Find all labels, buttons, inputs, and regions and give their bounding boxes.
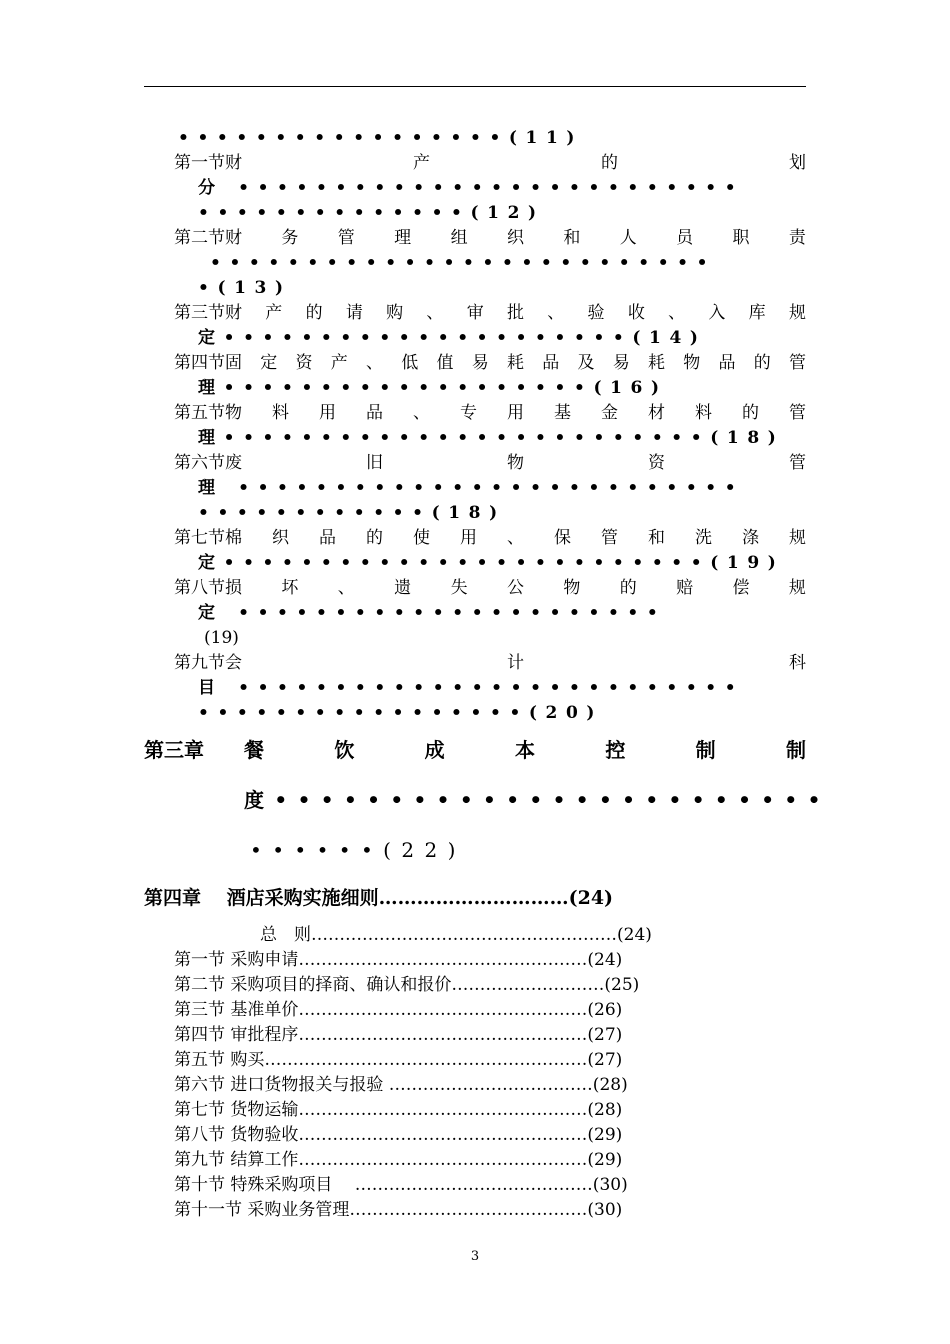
toc-section-2[interactable] [174, 226, 806, 250]
toc-word: 饮 [334, 738, 355, 762]
toc-word: 人 [619, 228, 637, 248]
toc-word: 收 [627, 303, 645, 323]
toc-item[interactable]: 第四节 审批程序……………………………………………(27) [174, 1025, 623, 1045]
toc-word: 的 [305, 303, 323, 323]
toc-item[interactable]: 第九节 结算工作……………………………………………(29) [174, 1150, 623, 1170]
toc-word: 和 [648, 528, 665, 548]
page-number: 3 [470, 1249, 480, 1264]
toc-word: 、 [426, 303, 444, 323]
toc-word: 管 [789, 403, 806, 423]
toc-word: 产 [265, 303, 283, 323]
toc-word: 物 [563, 578, 581, 598]
toc-word: 入 [708, 303, 726, 323]
toc-word: 划 [789, 153, 806, 173]
toc-word: 专 [460, 403, 477, 423]
toc-line: 分 •••••••••••••••••••••••••• [198, 178, 745, 198]
toc-line: 目 •••••••••••••••••••••••••• [198, 678, 745, 698]
toc-word: 购 [386, 303, 404, 323]
toc-word: 及 [577, 353, 595, 373]
toc-word: 易 [612, 353, 630, 373]
toc-word: 产 [413, 153, 430, 173]
toc-section-6[interactable] [174, 451, 806, 475]
toc-word: 物 [683, 353, 701, 373]
toc-word: 产 [330, 353, 348, 373]
toc-word: 第五节物 [174, 403, 242, 423]
toc-word: 和 [563, 228, 581, 248]
chapter-3-label[interactable]: 第三章 [144, 738, 204, 762]
toc-section-3[interactable] [174, 301, 806, 325]
toc-line: •(13) [198, 278, 292, 298]
toc-item[interactable]: 第一节 采购申请……………………………………………(24) [174, 950, 623, 970]
toc-word: 责 [788, 228, 806, 248]
toc-section-7[interactable] [174, 526, 806, 550]
toc-word: 科 [789, 653, 806, 673]
toc-line: •••••••••••••••••••••••••• [210, 253, 717, 273]
toc-line: •••••••••••••••••(11) [178, 128, 584, 148]
chapter-3-dots: 度•••••••••••••••••••••••• [244, 788, 831, 812]
toc-word: 的 [601, 153, 618, 173]
toc-word: 赔 [676, 578, 694, 598]
toc-word: 管 [337, 228, 355, 248]
toc-word: 料 [272, 403, 289, 423]
toc-section-5[interactable] [174, 401, 806, 425]
toc-word: 成 [424, 738, 445, 762]
toc-item[interactable]: 总 则………………………………………………(24) [260, 925, 652, 945]
toc-word: 第三节财 [174, 303, 242, 323]
toc-word: 资 [295, 353, 313, 373]
toc-line: 定•••••••••••••••••••••••••(19) [198, 553, 785, 573]
toc-line: 理•••••••••••••••••••(16) [198, 378, 668, 398]
toc-word: 计 [507, 653, 524, 673]
toc-word: 请 [345, 303, 363, 323]
toc-word: 务 [281, 228, 299, 248]
toc-word: 第九节会 [174, 653, 242, 673]
toc-word: 管 [789, 453, 806, 473]
toc-word: 管 [601, 528, 618, 548]
toc-word: 坏 [281, 578, 299, 598]
toc-item[interactable]: 第六节 进口货物报关与报验 ………………………………(28) [174, 1075, 628, 1095]
toc-word: 、 [413, 403, 430, 423]
toc-word: 餐 [244, 738, 264, 762]
toc-section-8[interactable] [174, 576, 806, 600]
toc-word: 使 [413, 528, 430, 548]
toc-word: 第二节财 [174, 228, 242, 248]
toc-word: 第一节财 [174, 153, 242, 173]
toc-word: 控 [605, 738, 626, 762]
toc-word: 、 [507, 528, 524, 548]
toc-word: 资 [648, 453, 665, 473]
toc-word: 失 [450, 578, 468, 598]
toc-word: 规 [788, 303, 806, 323]
toc-word: 第七节棉 [174, 528, 242, 548]
toc-word: 料 [695, 403, 712, 423]
toc-line: (19) [204, 628, 239, 648]
toc-word: 用 [507, 403, 524, 423]
toc-word: 品 [718, 353, 736, 373]
toc-section-1[interactable] [174, 151, 806, 175]
toc-line: •••••••••••••••••(20) [198, 703, 604, 723]
chapter-3-title[interactable] [244, 736, 806, 764]
toc-word: 验 [587, 303, 605, 323]
toc-line: ••••••••••••••(12) [198, 203, 545, 223]
toc-word: 品 [319, 528, 336, 548]
toc-word: 第六节废 [174, 453, 242, 473]
toc-word: 制 [695, 738, 716, 762]
toc-word: 员 [676, 228, 694, 248]
toc-word: 库 [748, 303, 766, 323]
toc-line: 理 •••••••••••••••••••••••••• [198, 478, 745, 498]
toc-item[interactable]: 第二节 采购项目的择商、确认和报价………………………(25) [174, 975, 640, 995]
toc-word: 耗 [648, 353, 665, 373]
toc-line: 理•••••••••••••••••••••••••(18) [198, 428, 785, 448]
toc-word: 的 [742, 403, 759, 423]
toc-line: 定 •••••••••••••••••••••• [198, 603, 667, 623]
toc-word: 金 [601, 403, 618, 423]
toc-word: 规 [789, 528, 806, 548]
toc-item[interactable]: 第三节 基准单价……………………………………………(26) [174, 1000, 623, 1020]
toc-word: 、 [366, 353, 383, 373]
toc-word: 的 [366, 528, 383, 548]
toc-section-4[interactable] [174, 351, 806, 375]
toc-word: 材 [648, 403, 665, 423]
toc-word: 偿 [732, 578, 750, 598]
toc-word: 制 [785, 738, 806, 762]
toc-item[interactable]: 第十节 特殊采购项目 ……………………………………(30) [174, 1175, 628, 1195]
toc-word: 规 [788, 578, 806, 598]
toc-word: 、 [547, 303, 565, 323]
toc-word: 审 [466, 303, 484, 323]
toc-word: 耗 [507, 353, 524, 373]
toc-word: 洗 [695, 528, 712, 548]
toc-word: 的 [619, 578, 637, 598]
toc-word: 第八节损 [174, 578, 242, 598]
toc-word: 、 [668, 303, 686, 323]
header-rule [144, 86, 806, 87]
toc-section-9[interactable] [174, 651, 806, 675]
chapter-3-page: ••••••(22) [250, 838, 466, 862]
toc-word: 第四节固 [174, 353, 242, 373]
toc-word: 织 [272, 528, 289, 548]
toc-word: 用 [460, 528, 477, 548]
toc-line: 定•••••••••••••••••••••(14) [198, 328, 707, 348]
toc-item[interactable]: 第五节 购买…………………………………………………(27) [174, 1050, 623, 1070]
toc-word: 值 [436, 353, 454, 373]
toc-word: 批 [506, 303, 524, 323]
toc-word: 公 [506, 578, 524, 598]
toc-word: 品 [366, 403, 383, 423]
toc-word: 用 [319, 403, 336, 423]
chapter-4-title[interactable]: 第四章 酒店采购实施细则…………………………(24) [144, 887, 614, 909]
toc-word: 组 [450, 228, 468, 248]
toc-item[interactable]: 第十一节 采购业务管理……………………………………(30) [174, 1200, 623, 1220]
toc-word: 本 [514, 738, 535, 762]
toc-word: 、 [337, 578, 355, 598]
toc-word: 定 [260, 353, 278, 373]
toc-word: 易 [471, 353, 489, 373]
toc-word: 管 [789, 353, 806, 373]
toc-word: 的 [753, 353, 771, 373]
toc-word: 理 [394, 228, 412, 248]
toc-word: 低 [401, 353, 419, 373]
toc-word: 旧 [366, 453, 383, 473]
toc-word: 遗 [394, 578, 412, 598]
toc-word: 物 [507, 453, 524, 473]
toc-item[interactable]: 第七节 货物运输……………………………………………(28) [174, 1100, 623, 1120]
toc-line: ••••••••••••(18) [198, 503, 506, 523]
toc-word: 织 [506, 228, 524, 248]
toc-word: 基 [554, 403, 571, 423]
toc-item[interactable]: 第八节 货物验收……………………………………………(29) [174, 1125, 623, 1145]
toc-word: 涤 [742, 528, 759, 548]
toc-word: 职 [732, 228, 750, 248]
toc-word: 保 [554, 528, 571, 548]
toc-word: 品 [542, 353, 560, 373]
